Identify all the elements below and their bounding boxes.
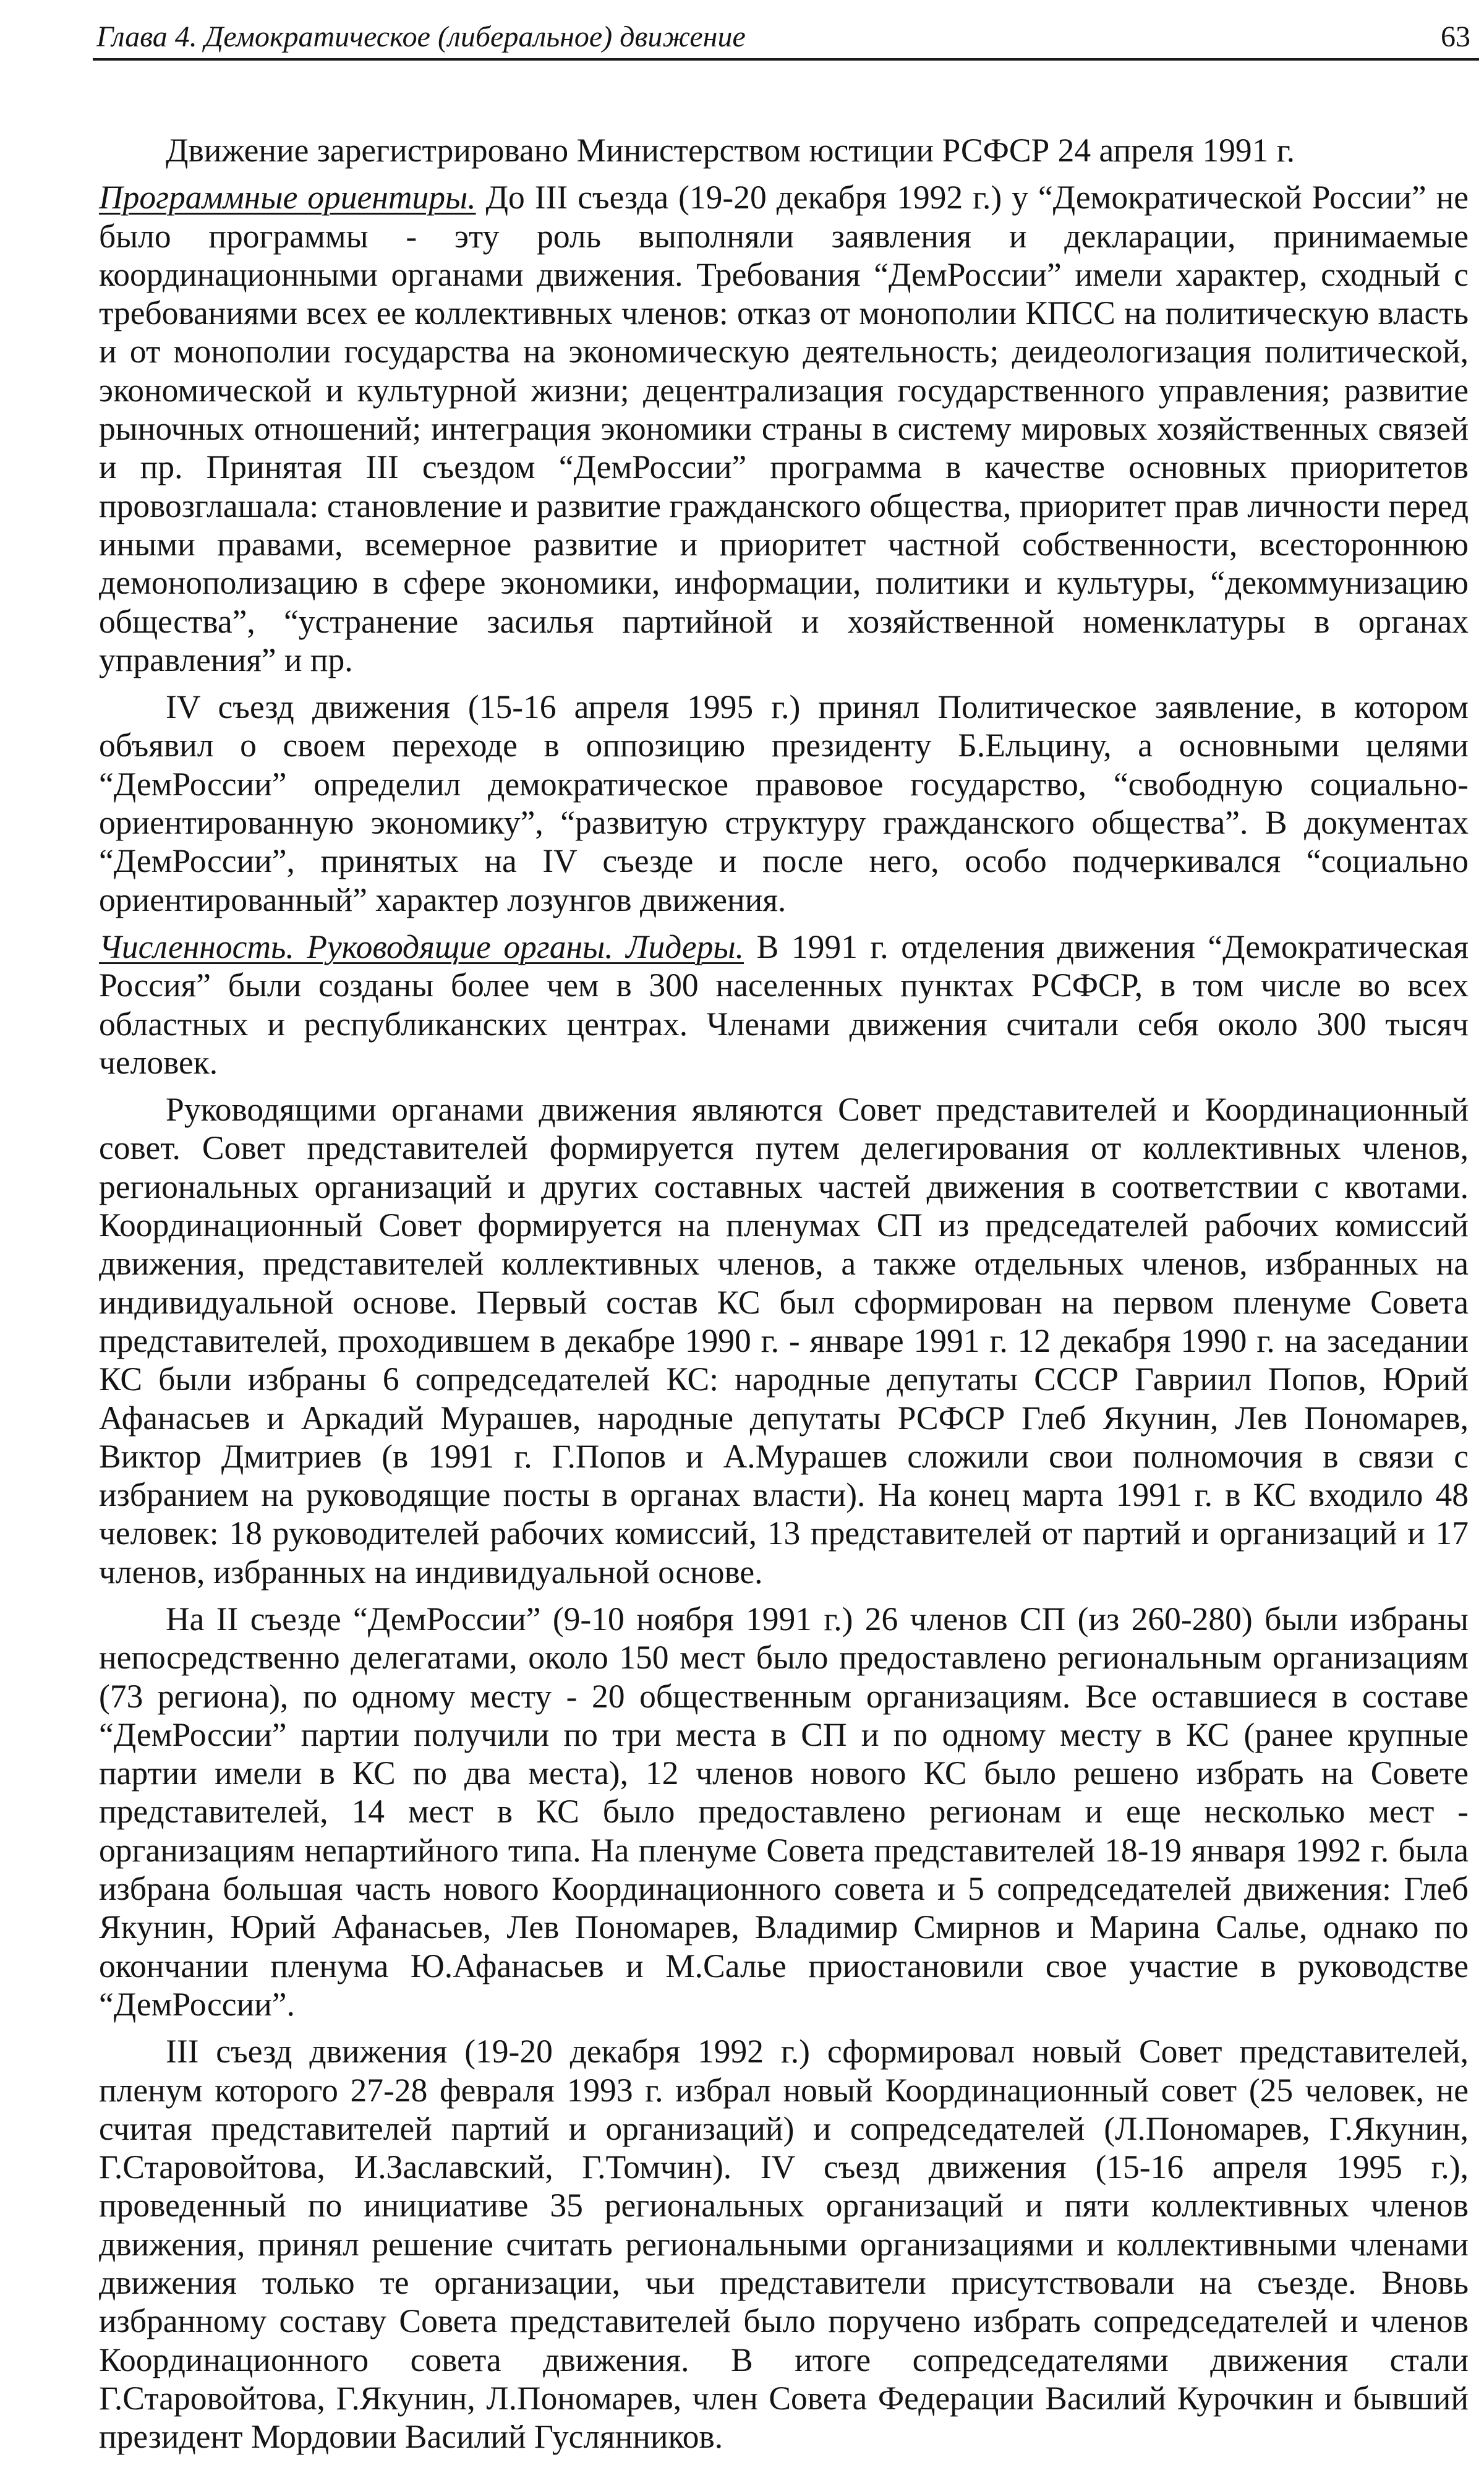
- paragraph-program: [99, 178, 1469, 679]
- paragraph-second-congress: [99, 1600, 1469, 2023]
- running-title: Глава 4. Демократическое (либеральное) движение: [96, 20, 746, 53]
- paragraph-text: В 1991 г. отделения движения “Демократическая Россия” были созданы более чем в 300 населенных пунктах РСФСР, в том числе во всех областных и республиканских центрах. Членами движения считали себя около 300 тысяч человек.: [99, 928, 1469, 1081]
- paragraph-text: III съезд движения (19-20 декабря 1992 г.) сформировал новый Совет представителей, пленум которого 27-28 февраля 1993 г. избрал новый Координационный совет (25 человек, не считая представителей партий и организаций) и сопредседателей (Л.Пономарев, Г.Якунин, Г.Старовойтова, И.Заславский, Г.Томчин). IV съезд движения (15-16 апреля 1995 г.), проведенный по инициативе 35 региональных организаций и пяти коллективных членов движения, принял решение считать региональными организациями и коллективными членами движения только те организации, чьи представители присутствовали на съезде. Вновь избранному составу Совета представителей было поручено избрать сопредседателей и членов Координационного совета движения. В итоге сопредседателями движения стали Г.Старовойтова, Г.Якунин, Л.Пономарев, член Совета Федерации Василий Курочкин и бывший президент Мордовии Василий Гуслянников.: [99, 2033, 1469, 2456]
- page-number: 63: [1441, 20, 1470, 53]
- paragraph-text: До III съезда (19-20 декабря 1992 г.) у “Демократической России” не было программы - эту роль выполняли заявления и декларации, принимаемые координационными органами движения. Требования “ДемРоссии” имели характер, сходный с требованиями всех ее коллективных членов: отказ от монополии КПСС на политическую власть и от монополии государства на экономическую деятельность; деидеологизация политической, экономической и культурной жизни; децентрализация государственного управления; развитие рыночных отношений; интеграция экономики страны в систему мировых хозяйственных связей и пр. Принятая III съездом “ДемРоссии” программа в качестве основных приоритетов провозглашала: становление и развитие гражданского общества, приоритет прав личности перед иными правами, всемерное развитие и приоритет частной собственности, всестороннюю демонополизацию в сфере экономики, информации, политики и культуры, “декоммунизацию общества”, “устранение засилья партийной и хозяйственной номенклатуры в органах управления” и пр.: [99, 179, 1469, 678]
- paragraph-text: Движение зарегистрировано Министерством юстиции РСФСР 24 апреля 1991 г.: [166, 132, 1295, 169]
- paragraph-text: IV съезд движения (15-16 апреля 1995 г.) принял Политическое заявление, в котором объявил о своем переходе в оппозицию президенту Б.Ельцину, а основными целями “ДемРоссии” определил демократическое правовое государство, “свободную социально-ориентированную экономику”, “развитую структуру гражданского общества”. В документах “ДемРоссии”, принятых на IV съезде и после него, особо подчеркивался “социально ориентированный” характер лозунгов движения.: [99, 688, 1469, 918]
- running-header: [93, 19, 1479, 61]
- section-heading-membership: Численность. Руководящие органы. Лидеры.: [99, 928, 744, 965]
- paragraph-third-congress: [99, 2032, 1469, 2456]
- paragraph-fourth-congress: [99, 688, 1469, 919]
- section-heading-program: Программные ориентиры.: [99, 179, 476, 216]
- paragraph-text: На II съезде “ДемРоссии” (9-10 ноября 1991 г.) 26 членов СП (из 260-280) были избраны непосредственно делегатами, около 150 мест было предоставлено региональным организациям (73 региона), по одному месту - 20 общественным организациям. Все оставшиеся в составе “ДемРоссии” партии получили по три места в СП и по одному месту в КС (ранее крупные партии имели в КС по два места), 12 членов нового КС было решено избрать на Совете представителей, 14 мест в КС было предоставлено регионам и еще несколько мест - организациям непартийного типа. На пленуме Совета представителей 18-19 января 1992 г. была избрана большая часть нового Координационного совета и 5 сопредседателей движения: Глеб Якунин, Юрий Афанасьев, Лев Пономарев, Владимир Смирнов и Марина Салье, однако по окончании пленума Ю.Афанасьев и М.Салье приостановили свое участие в руководстве “ДемРоссии”.: [99, 1600, 1469, 2023]
- paragraph-governing-bodies: [99, 1090, 1469, 1591]
- text-body: [99, 131, 1469, 2465]
- paragraph-membership: [99, 928, 1469, 1082]
- paragraph-text: Руководящими органами движения являются Совет представителей и Координационный совет. Совет представителей формируется путем делегирования от коллективных членов, региональных организаций и других составных частей движения в соответствии с квотами. Координационный Совет формируется на пленумах СП из председателей рабочих комиссий движения, представителей коллективных членов, а также отдельных членов, избранных на индивидуальной основе. Первый состав КС был сформирован на первом пленуме Совета представителей, проходившем в декабре 1990 г. - январе 1991 г. 12 декабря 1990 г. на заседании КС были избраны 6 сопредседателей КС: народные депутаты СССР Гавриил Попов, Юрий Афанасьев и Аркадий Мурашев, народные депутаты РСФСР Глеб Якунин, Лев Пономарев, Виктор Дмитриев (в 1991 г. Г.Попов и А.Мурашев сложили свои полномочия в связи с избранием на руководящие посты в органах власти). На конец марта 1991 г. в КС входило 48 человек: 18 руководителей рабочих комиссий, 13 представителей от партий и организаций и 17 членов, избранных на индивидуальной основе.: [99, 1091, 1469, 1591]
- paragraph-registration: [99, 131, 1469, 169]
